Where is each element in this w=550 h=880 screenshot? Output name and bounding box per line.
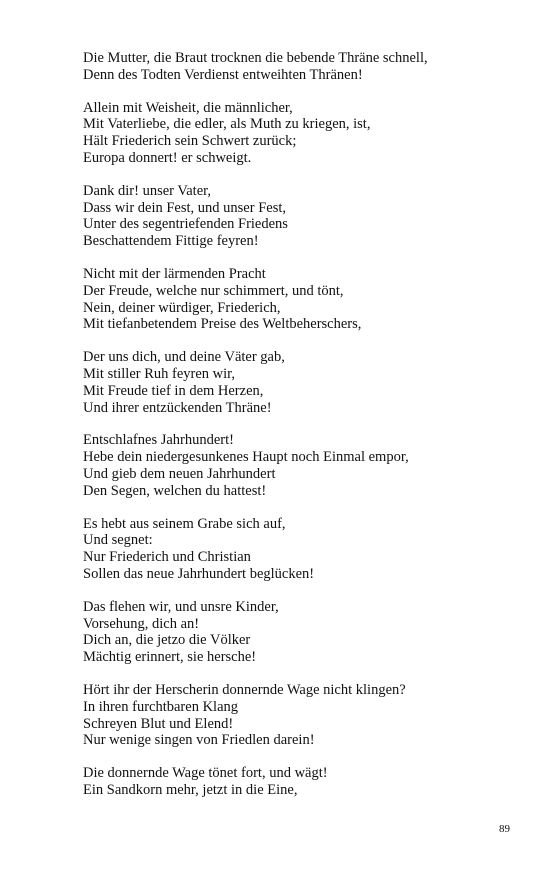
verse-line: Mit Vaterliebe, die edler, als Muth zu kriegen, ist, xyxy=(83,116,371,133)
verse-line: Das flehen wir, und unsre Kinder, xyxy=(83,598,279,615)
verse-line: Dass wir dein Fest, und unser Fest, xyxy=(83,199,286,216)
verse-line: Beschattendem Fittige feyren! xyxy=(83,233,259,250)
stanza-3 xyxy=(83,183,503,250)
verse-line: Mit tiefanbetendem Preise des Weltbeherschers, xyxy=(83,316,362,333)
poem-text xyxy=(83,50,503,815)
verse-line: Unter des segentriefenden Friedens xyxy=(83,216,288,233)
verse-line: Die Mutter, die Braut trocknen die bebende Thräne schnell, xyxy=(83,50,428,66)
verse-line: Hält Friederich sein Schwert zurück; xyxy=(83,133,297,150)
verse-line: Sollen das neue Jahrhundert beglücken! xyxy=(83,565,315,582)
verse-line: Europa donnert! er schweigt. xyxy=(83,149,252,166)
verse-line: Es hebt aus seinem Grabe sich auf, xyxy=(83,515,286,532)
verse-line: Nur Friederich und Christian xyxy=(83,549,251,566)
verse-line: In ihren furchtbaren Klang xyxy=(83,698,239,715)
stanza-6 xyxy=(83,432,503,499)
verse-line: Hört ihr der Herscherin donnernde Wage nicht klingen? xyxy=(83,681,406,698)
page-number: 89 xyxy=(499,823,510,835)
verse-line: Mit stiller Ruh feyren wir, xyxy=(83,365,236,382)
verse-line: Der uns dich, und deine Väter gab, xyxy=(83,349,285,366)
stanza-4 xyxy=(83,266,503,333)
verse-line: Und gieb dem neuen Jahrhundert xyxy=(83,465,276,482)
verse-line: Und ihrer entzückenden Thräne! xyxy=(83,399,272,416)
verse-line: Schreyen Blut und Elend! xyxy=(83,715,234,732)
stanza-2 xyxy=(83,100,503,167)
verse-line: Der Freude, welche nur schimmert, und tönt, xyxy=(83,282,344,299)
verse-line: Hebe dein niedergesunkenes Haupt noch Einmal empor, xyxy=(83,449,409,466)
verse-line: Nein, deiner würdiger, Friederich, xyxy=(83,299,281,316)
verse-line: Den Segen, welchen du hattest! xyxy=(83,482,267,499)
verse-line: Dank dir! unser Vater, xyxy=(83,182,212,199)
verse-line: Ein Sandkorn mehr, jetzt in die Eine, xyxy=(83,781,298,798)
verse-line: Und segnet: xyxy=(83,532,153,549)
verse-line: Denn des Todten Verdienst entweihten Thränen! xyxy=(83,66,363,83)
verse-line: Vorsehung, dich an! xyxy=(83,615,200,632)
verse-line: Allein mit Weisheit, die männlicher, xyxy=(83,99,293,116)
stanza-5 xyxy=(83,349,503,416)
verse-line: Entschlafnes Jahrhundert! xyxy=(83,432,234,449)
stanza-1 xyxy=(83,50,503,84)
stanza-9 xyxy=(83,682,503,749)
verse-line: Dich an, die jetzo die Völker xyxy=(83,632,251,649)
verse-line: Mächtig erinnert, sie hersche! xyxy=(83,649,257,666)
stanza-10 xyxy=(83,765,503,799)
verse-line: Nicht mit der lärmenden Pracht xyxy=(83,265,266,282)
verse-line: Mit Freude tief in dem Herzen, xyxy=(83,382,264,399)
verse-line: Die donnernde Wage tönet fort, und wägt! xyxy=(83,765,328,782)
stanza-7 xyxy=(83,516,503,583)
stanza-8 xyxy=(83,599,503,666)
verse-line: Nur wenige singen von Friedlen darein! xyxy=(83,732,315,749)
